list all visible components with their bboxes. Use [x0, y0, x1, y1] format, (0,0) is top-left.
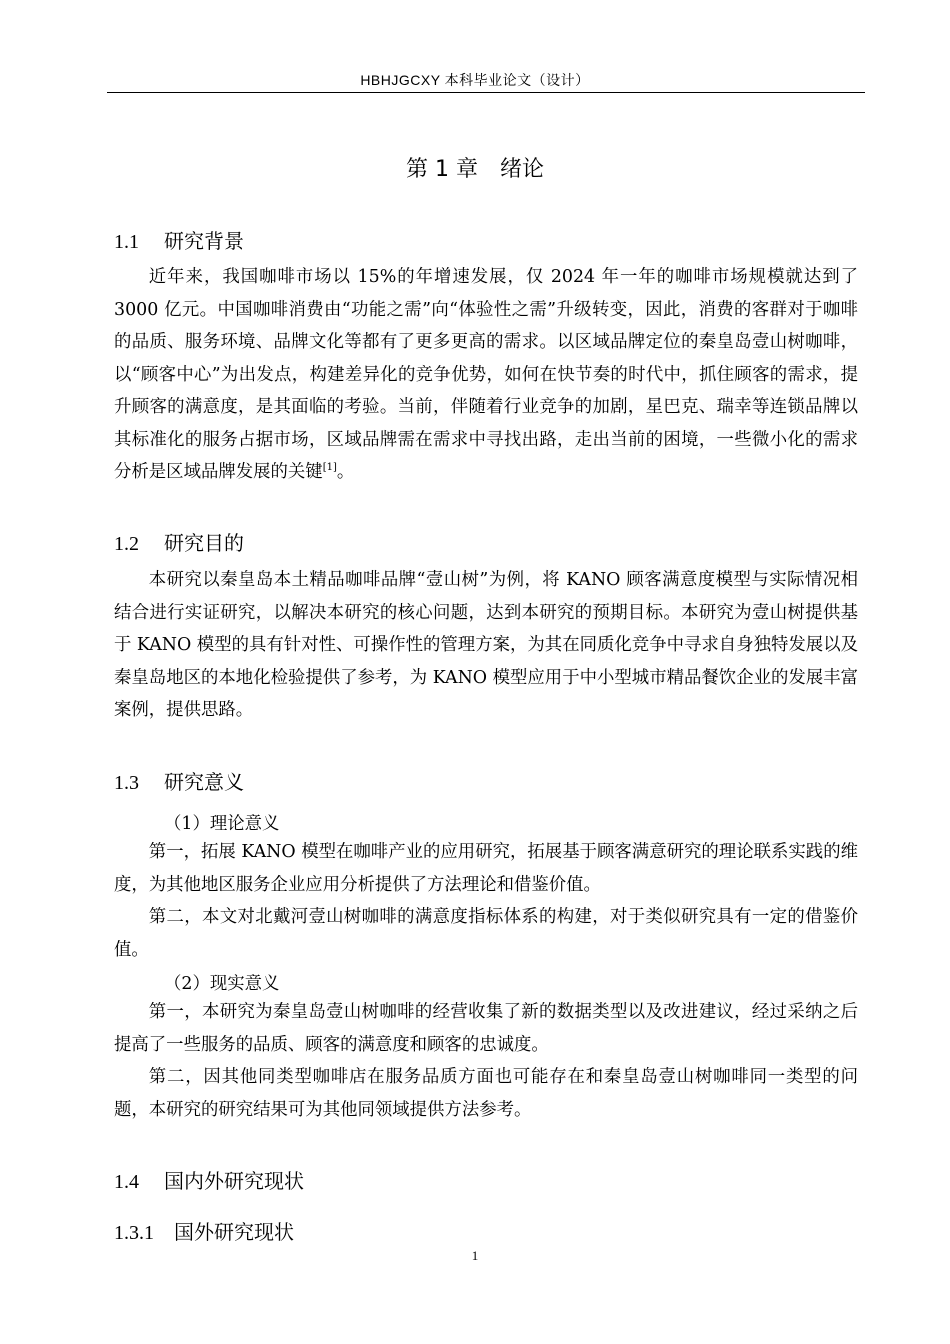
subitem-practice: （2）现实意义 [164, 974, 280, 994]
subsection-number: 1.3.1 [114, 1222, 154, 1244]
section-number: 1.2 [114, 533, 139, 555]
section-number: 1.1 [114, 231, 139, 253]
section-title: 研究背景 [164, 229, 244, 253]
paragraph-purpose: 本研究以秦皇岛本土精品咖啡品牌“壹山树”为例，将 KANO 顾客满意度模型与实际情况相结合进行实证研究，以解决本研究的核心问题，达到本研究的预期目标。本研究为壹山树提供基于 KANO 模型的具有针对性、可操作性的管理方案，为其在同质化竞争中寻求自身独特发展以及秦皇岛地区的本地化检验提供了参考，为 KANO 模型应用于中小型城市精品餐饮企业的发展丰富案例，提供思路。 [114, 570, 858, 720]
paragraph-practice-2: 第二，因其他同类型咖啡店在服务品质方面也可能存在和秦皇岛壹山树咖啡同一类型的问题，本研究的研究结果可为其他同领域提供方法参考。 [114, 1067, 858, 1120]
subsection-title: 国外研究现状 [174, 1220, 294, 1244]
section-title: 国内外研究现状 [164, 1169, 304, 1193]
paragraph-text: 近年来，我国咖啡市场以 15%的年增速发展，仅 2024 年一年的咖啡市场规模就达到了 3000 亿元。中国咖啡消费由“功能之需”向“体验性之需”升级转变，因此，消费的客群对于咖啡的品质、服务环境、品牌文化等都有了更多更高的需求。以区域品牌定位的秦皇岛壹山树咖啡，以“顾客中心”为出发点，构建差异化的竞争优势，如何在快节奏的时代中，抓住顾客的需求，提升顾客的满意度，是其面临的考验。当前，伴随着行业竞争的加剧，星巴克、瑞幸等连锁品牌以其标准化的服务占据市场，区域品牌需在需求中寻找出路，走出当前的困境，一些微小化的需求分析是区域品牌发展的关键 [114, 267, 858, 482]
section-heading-1-2 [114, 527, 244, 556]
section-heading-1-3 [114, 766, 244, 795]
running-header: HBHJGCXY 本科毕业论文（设计） [360, 72, 590, 88]
citation-ref[interactable]: [1] [322, 462, 337, 473]
paragraph-end: 。 [336, 462, 355, 482]
section-number: 1.4 [114, 1171, 139, 1193]
chapter-title: 第 1 章 绪论 [406, 157, 544, 182]
section-title: 研究目的 [164, 531, 244, 555]
paragraph-theory-1: 第一，拓展 KANO 模型在咖啡产业的应用研究，拓展基于顾客满意研究的理论联系实践的维度，为其他地区服务企业应用分析提供了方法理论和借鉴价值。 [114, 842, 858, 895]
header-divider [107, 92, 865, 93]
paragraph-background [114, 261, 858, 489]
page-number: 1 [471, 1248, 479, 1263]
section-title: 研究意义 [164, 770, 244, 794]
subitem-theory: （1）理论意义 [164, 814, 280, 834]
section-heading-1-1 [114, 225, 244, 254]
paragraph-theory-2: 第二，本文对北戴河壹山树咖啡的满意度指标体系的构建，对于类似研究具有一定的借鉴价值。 [114, 907, 858, 960]
section-heading-1-4 [114, 1165, 304, 1194]
subsection-heading-1-3-1 [114, 1216, 294, 1245]
paragraph-practice-1: 第一，本研究为秦皇岛壹山树咖啡的经营收集了新的数据类型以及改进建议，经过采纳之后提高了一些服务的品质、顾客的满意度和顾客的忠诚度。 [114, 1002, 858, 1055]
section-number: 1.3 [114, 772, 139, 794]
